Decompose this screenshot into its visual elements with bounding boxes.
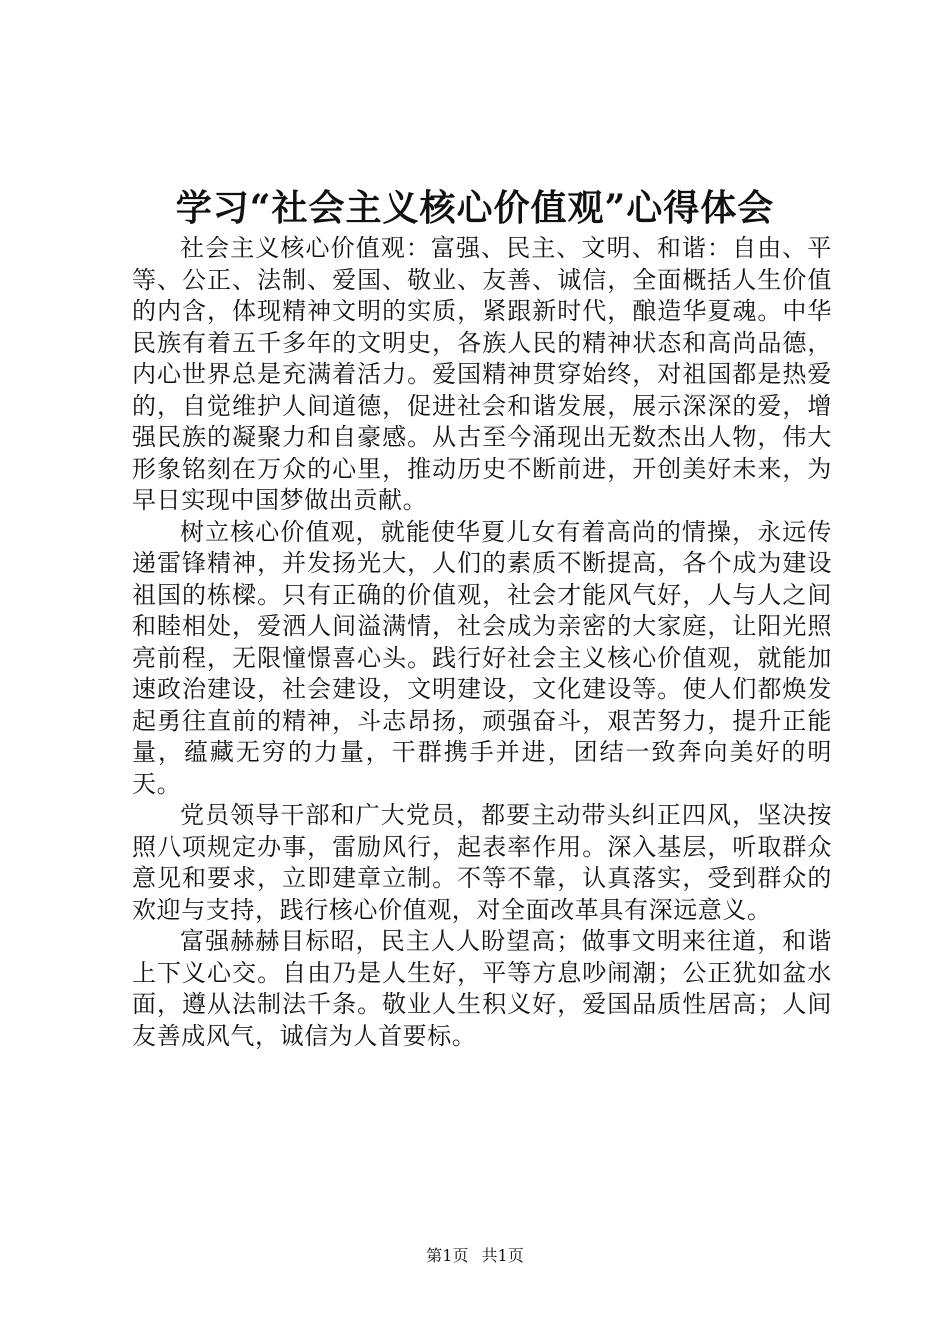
- document-title: 学习“社会主义核心价值观”心得体会: [175, 187, 775, 229]
- paragraph-3: 党员领导干部和广大党员，都要主动带头纠正四风，坚决按照八项规定办事，雷励风行，起表率作用。深入基层，听取群众意见和要求，立即建章立制。不等不靠，认真落实，受到群众的欢迎与支持，践行核心价值观，对全面改革具有深远意义。: [132, 801, 832, 924]
- page-number: 第1页: [426, 1246, 469, 1265]
- paragraph-2: 树立核心价值观，就能使华夏儿女有着高尚的情操，永远传递雷锋精神，并发扬光大，人们的素质不断提高，各个成为建设祖国的栋樑。只有正确的价值观，社会才能风气好，人与人之间和睦相处，爱洒人间溢满情，社会成为亲密的大家庭，让阳光照亮前程，无限憧憬喜心头。践行好社会主义核心价值观，就能加速政治建设，社会建设，文明建设，文化建设等。使人们都焕发起勇往直前的精神，斗志昂扬，顽强奋斗，艰苦努力，提升正能量，蕴藏无穷的力量，干群携手并进，团结一致奔向美好的明天。: [132, 517, 832, 798]
- page-total: 共1页: [481, 1246, 524, 1265]
- paragraph-1: 社会主义核心价值观：富强、民主、文明、和谐：自由、平等、公正、法制、爱国、敬业、友善、诚信，全面概括人生价值的内含，体现精神文明的实质，紧跟新时代，酿造华夏魂。中华民族有着五千多年的文明史，各族人民的精神状态和高尚品德，内心世界总是充满着活力。爱国精神贯穿始终，对祖国都是热爱的，自觉维护人间道德，促进社会和谐发展，展示深深的爱，增强民族的凝聚力和自豪感。从古至今涌现出无数杰出人物，伟大形象铭刻在万众的心里，推动历史不断前进，开创美好未来，为早日实现中国梦做出贡献。: [132, 234, 832, 514]
- document-body: [132, 233, 832, 1052]
- paragraph-4: 富强赫赫目标昭，民主人人盼望高；做事文明来往道，和谐上下义心交。自由乃是人生好，平等方息吵闹潮；公正犹如盆水面，遵从法制法千条。敬业人生积义好，爱国品质性居高；人间友善成风气，诚信为人首要标。: [132, 927, 832, 1050]
- page-footer: [0, 1245, 950, 1267]
